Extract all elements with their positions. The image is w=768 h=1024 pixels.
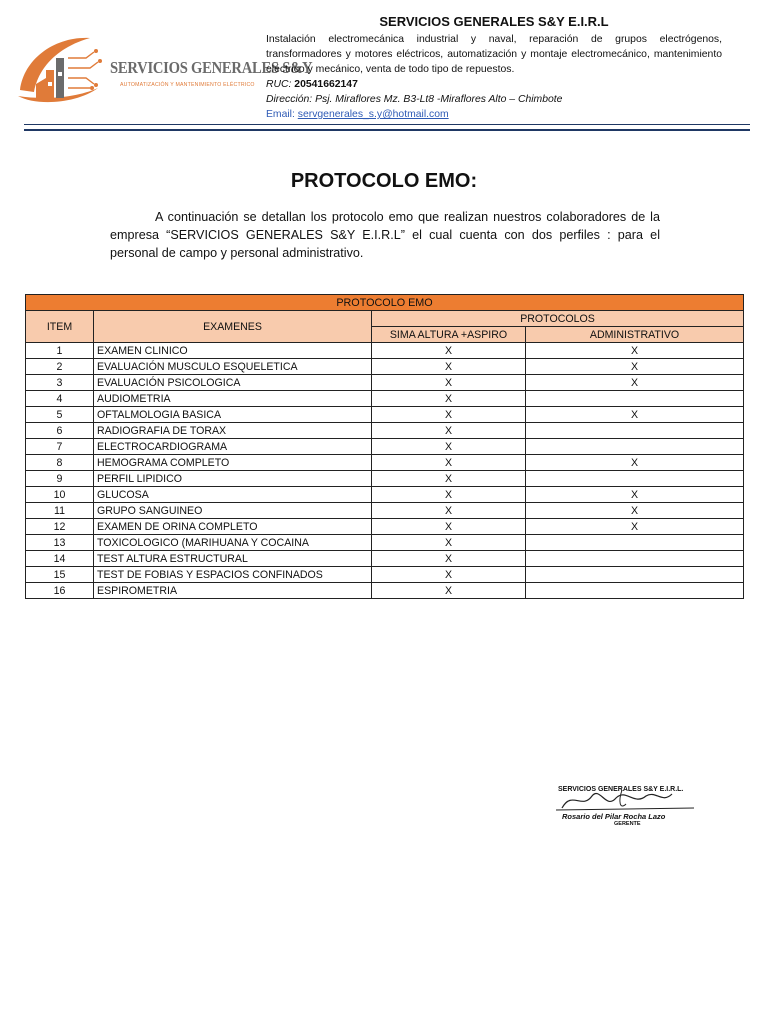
field-profile-cell: X	[372, 455, 526, 471]
table-row	[26, 471, 744, 487]
field-profile-cell: X	[372, 551, 526, 567]
company-name: SERVICIOS GENERALES S&Y E.I.R.L	[379, 14, 609, 29]
document-title: PROTOCOLO EMO:	[290, 170, 478, 192]
admin-profile-cell: X	[526, 343, 744, 359]
item-cell: 11	[26, 503, 94, 519]
field-profile-cell: X	[372, 519, 526, 535]
column-header-item: ITEM	[26, 311, 94, 343]
exam-cell: RADIOGRAFIA DE TORAX	[94, 423, 372, 439]
exam-cell: EVALUACIÓN MUSCULO ESQUELETICA	[94, 359, 372, 375]
item-cell: 8	[26, 455, 94, 471]
email-label: Email:	[266, 109, 295, 120]
admin-profile-cell	[526, 583, 744, 599]
admin-profile-cell	[526, 391, 744, 407]
admin-profile-cell: X	[526, 455, 744, 471]
exam-cell: ESPIROMETRIA	[94, 583, 372, 599]
field-profile-cell: X	[372, 487, 526, 503]
intro-paragraph	[110, 208, 660, 262]
item-cell: 2	[26, 359, 94, 375]
table-row	[26, 535, 744, 551]
item-cell: 16	[26, 583, 94, 599]
ruc-line	[266, 77, 722, 92]
exam-cell: EXAMEN DE ORINA COMPLETO	[94, 519, 372, 535]
table-row	[26, 567, 744, 583]
table-row	[26, 583, 744, 599]
table-row	[26, 487, 744, 503]
signature-role: GERENTE	[614, 821, 641, 827]
admin-profile-cell: X	[526, 487, 744, 503]
signature-stamp	[522, 760, 732, 856]
admin-profile-cell	[526, 535, 744, 551]
item-cell: 12	[26, 519, 94, 535]
header-divider	[24, 124, 750, 131]
address-line: Dirección: Psj. Miraflores Mz. B3-Lt8 -Miraflores Alto – Chimbote	[266, 94, 563, 105]
column-header-field-profile: SIMA ALTURA +ASPIRO	[372, 327, 526, 343]
admin-profile-cell	[526, 439, 744, 455]
field-profile-cell: X	[372, 359, 526, 375]
exam-cell: AUDIOMETRIA	[94, 391, 372, 407]
exam-cell: PERFIL LIPIDICO	[94, 471, 372, 487]
field-profile-cell: X	[372, 535, 526, 551]
logo-tagline: AUTOMATIZACIÓN Y MANTENIMIENTO ELÉCTRICO	[120, 82, 255, 88]
item-cell: 15	[26, 567, 94, 583]
ruc-label: RUC:	[266, 79, 292, 90]
table-row	[26, 519, 744, 535]
company-info	[266, 32, 722, 122]
exam-cell: TEST DE FOBIAS Y ESPACIOS CONFINADOS	[94, 567, 372, 583]
item-cell: 1	[26, 343, 94, 359]
item-cell: 5	[26, 407, 94, 423]
field-profile-cell: X	[372, 439, 526, 455]
table-row	[26, 407, 744, 423]
email-line	[266, 107, 722, 122]
table-row	[26, 391, 744, 407]
company-description: Instalación electromecánica industrial y naval, reparación de grupos electrógenos, transformadores y motores eléctricos, automatización y montaje electromecánico, mantenimiento eléctrico y mecánico, venta de todo tipo de repuestos.	[266, 34, 722, 75]
email-link[interactable]: servgenerales_s.y@hotmail.com	[297, 109, 449, 120]
exam-cell: ELECTROCARDIOGRAMA	[94, 439, 372, 455]
admin-profile-cell: X	[526, 375, 744, 391]
admin-profile-cell: X	[526, 359, 744, 375]
admin-profile-cell	[526, 567, 744, 583]
item-cell: 14	[26, 551, 94, 567]
field-profile-cell: X	[372, 375, 526, 391]
field-profile-cell: X	[372, 583, 526, 599]
item-cell: 4	[26, 391, 94, 407]
table-row	[26, 439, 744, 455]
field-profile-cell: X	[372, 503, 526, 519]
ruc-value: 20541662147	[294, 79, 358, 90]
exam-cell: TEST ALTURA ESTRUCTURAL	[94, 551, 372, 567]
exam-cell: EVALUACIÓN PSICOLOGICA	[94, 375, 372, 391]
field-profile-cell: X	[372, 343, 526, 359]
table-row	[26, 455, 744, 471]
table-row	[26, 375, 744, 391]
table-row	[26, 423, 744, 439]
column-header-protocols: PROTOCOLOS	[372, 311, 744, 327]
factory-logo-icon	[16, 28, 116, 108]
column-header-admin-profile: ADMINISTRATIVO	[526, 327, 744, 343]
exam-cell: GLUCOSA	[94, 487, 372, 503]
table-title-row	[26, 295, 744, 311]
exam-cell: OFTALMOLOGIA BASICA	[94, 407, 372, 423]
admin-profile-cell: X	[526, 519, 744, 535]
exam-cell: GRUPO SANGUINEO	[94, 503, 372, 519]
admin-profile-cell: X	[526, 503, 744, 519]
exam-cell: TOXICOLOGICO (MARIHUANA Y COCAINA	[94, 535, 372, 551]
item-cell: 7	[26, 439, 94, 455]
item-cell: 10	[26, 487, 94, 503]
field-profile-cell: X	[372, 407, 526, 423]
item-cell: 9	[26, 471, 94, 487]
signature-scribble-icon	[522, 760, 732, 856]
item-cell: 3	[26, 375, 94, 391]
table-row	[26, 503, 744, 519]
logo-wordmark: SERVICIOS GENERALES S&Y	[110, 58, 313, 77]
admin-profile-cell	[526, 471, 744, 487]
signature-name: Rosario del Pilar Rocha Lazo	[562, 812, 666, 821]
admin-profile-cell	[526, 423, 744, 439]
field-profile-cell: X	[372, 391, 526, 407]
admin-profile-cell	[526, 551, 744, 567]
column-header-exams: EXAMENES	[94, 311, 372, 343]
item-cell: 13	[26, 535, 94, 551]
table-row	[26, 343, 744, 359]
table-row	[26, 359, 744, 375]
field-profile-cell: X	[372, 471, 526, 487]
exam-cell: HEMOGRAMA COMPLETO	[94, 455, 372, 471]
admin-profile-cell: X	[526, 407, 744, 423]
item-cell: 6	[26, 423, 94, 439]
field-profile-cell: X	[372, 423, 526, 439]
table-header-row	[26, 311, 744, 327]
protocol-table	[25, 294, 744, 599]
exam-cell: EXAMEN CLINICO	[94, 343, 372, 359]
table-row	[26, 551, 744, 567]
signature-company: SERVICIOS GENERALES S&Y E.I.R.L.	[558, 786, 684, 793]
intro-text: A continuación se detallan los protocolo emo que realizan nuestros colaboradores de la empresa “SERVICIOS GENERALES S&Y E.I.R.L” el cual cuenta con dos perfiles : para el personal de campo y personal administrativo.	[110, 210, 660, 260]
field-profile-cell: X	[372, 567, 526, 583]
table-title: PROTOCOLO EMO	[26, 295, 744, 311]
